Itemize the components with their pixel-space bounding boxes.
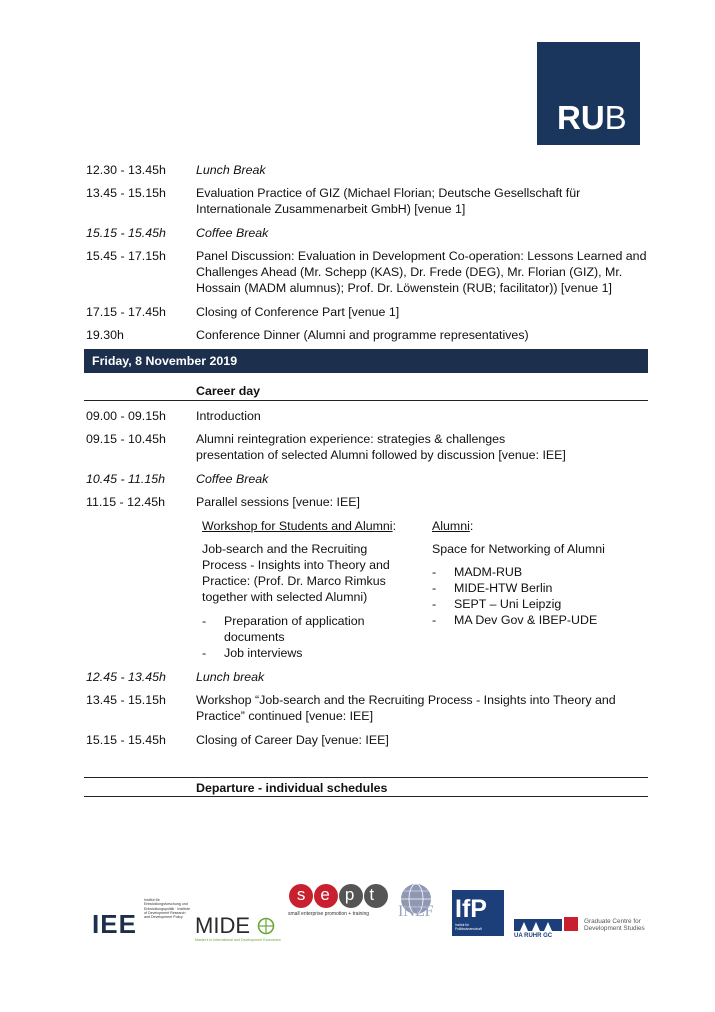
time-slot: 11.15 - 12.45h [86,495,165,509]
workshop-description: Job-search and the Recruiting Process - Insights into Theory and Practice: (Prof. Dr. Marco Rimkus together with selected Alumni) [202,542,390,604]
time-slot: 09.00 - 09.15h [86,409,166,423]
globe-icon [257,917,275,935]
ua-ruhr-gc-logo: UA RUHR GC Graduate Centre for Development Studies [514,918,645,939]
agenda-item: Parallel sessions [venue: IEE] [196,495,360,509]
time-slot: 13.45 - 15.15h [86,186,166,200]
time-slot: 12.30 - 13.45h [86,163,166,177]
agenda-item: Lunch Break [196,163,266,177]
alumni-list [432,564,642,628]
time-slot: 12.45 - 13.45h [86,670,166,684]
agenda-item: Workshop “Job-search and the Recruiting Process - Insights into Theory and Practice” continued [venue: IEE] [196,693,616,723]
agenda-item: Closing of Conference Part [venue 1] [196,305,400,319]
time-slot: 15.15 - 15.45h [86,733,166,747]
list-item: - Preparation of application documents [202,614,365,644]
iee-logo: IEE Institut für Entwicklungsforschung und Entwicklungspolitik · Institute of Development Research and Development Policy [92,898,190,939]
day-header-bar [84,349,648,373]
ifp-logo: IfP Institut für Politikwissenschaft [452,890,504,936]
day-header: Friday, 8 November 2019 [92,354,238,368]
agenda-item: Evaluation Practice of GIZ (Michael Florian; Deutsche Gesellschaft für Internationale Zusammenarbeit GmbH) [venue 1] [196,186,581,216]
agenda-item: Coffee Break [196,226,269,240]
career-day-label: Career day [196,384,261,398]
departure-label: Departure - individual schedules [196,781,388,795]
inef-logo: INEF [396,883,446,923]
time-slot: 10.45 - 11.15h [86,472,165,486]
agenda-item: Conference Dinner (Alumni and programme representatives) [196,328,529,342]
time-slot: 15.45 - 17.15h [86,249,166,263]
divider [84,777,648,778]
workshop-list [202,613,414,661]
list-item: - SEPT – Uni Leipzig [432,597,562,611]
sept-logo: sept small enterprise promotion + training [288,885,390,917]
agenda-item: Panel Discussion: Evaluation in Development Co-operation: Lessons Learned and Challenges Ahead (Mr. Schepp (KAS), Dr. Frede (DEG), Mr. Florian (GIZ), Mr. Hossain (MADM alumnus); Prof. Dr. Löwenstein (RUB; facilitator)) [venue 1] [196,249,647,295]
alumni-heading: Alumni [432,519,470,533]
agenda-item-line: presentation of selected Alumni followed by discussion [venue: IEE] [196,448,566,462]
alumni-description: Space for Networking of Alumni [432,542,605,556]
divider [84,400,648,401]
list-item: - MA Dev Gov & IBEP-UDE [432,613,598,627]
list-item: - Job interviews [202,646,303,660]
agenda-item: Coffee Break [196,472,269,486]
agenda-item: Introduction [196,409,261,423]
workshop-heading: Workshop for Students and Alumni [202,519,393,533]
agenda-item: Closing of Career Day [venue: IEE] [196,733,389,747]
list-item: - MADM-RUB [432,565,523,579]
time-slot: 13.45 - 15.15h [86,693,166,707]
time-slot: 19.30h [86,328,124,342]
mide-logo: MIDE Master's in International and Development Economics [195,913,281,942]
ua-ruhr-gc-mark-icon [514,917,578,931]
agenda-item: Lunch break [196,670,265,684]
divider [84,796,648,797]
time-slot: 15.15 - 15.45h [86,226,166,240]
time-slot: 09.15 - 10.45h [86,432,166,446]
rub-logo: RUB [537,42,640,145]
list-item: - MIDE-HTW Berlin [432,581,553,595]
time-slot: 17.15 - 17.45h [86,305,166,319]
agenda-item: Alumni reintegration experience: strategies & challenges [196,432,506,446]
